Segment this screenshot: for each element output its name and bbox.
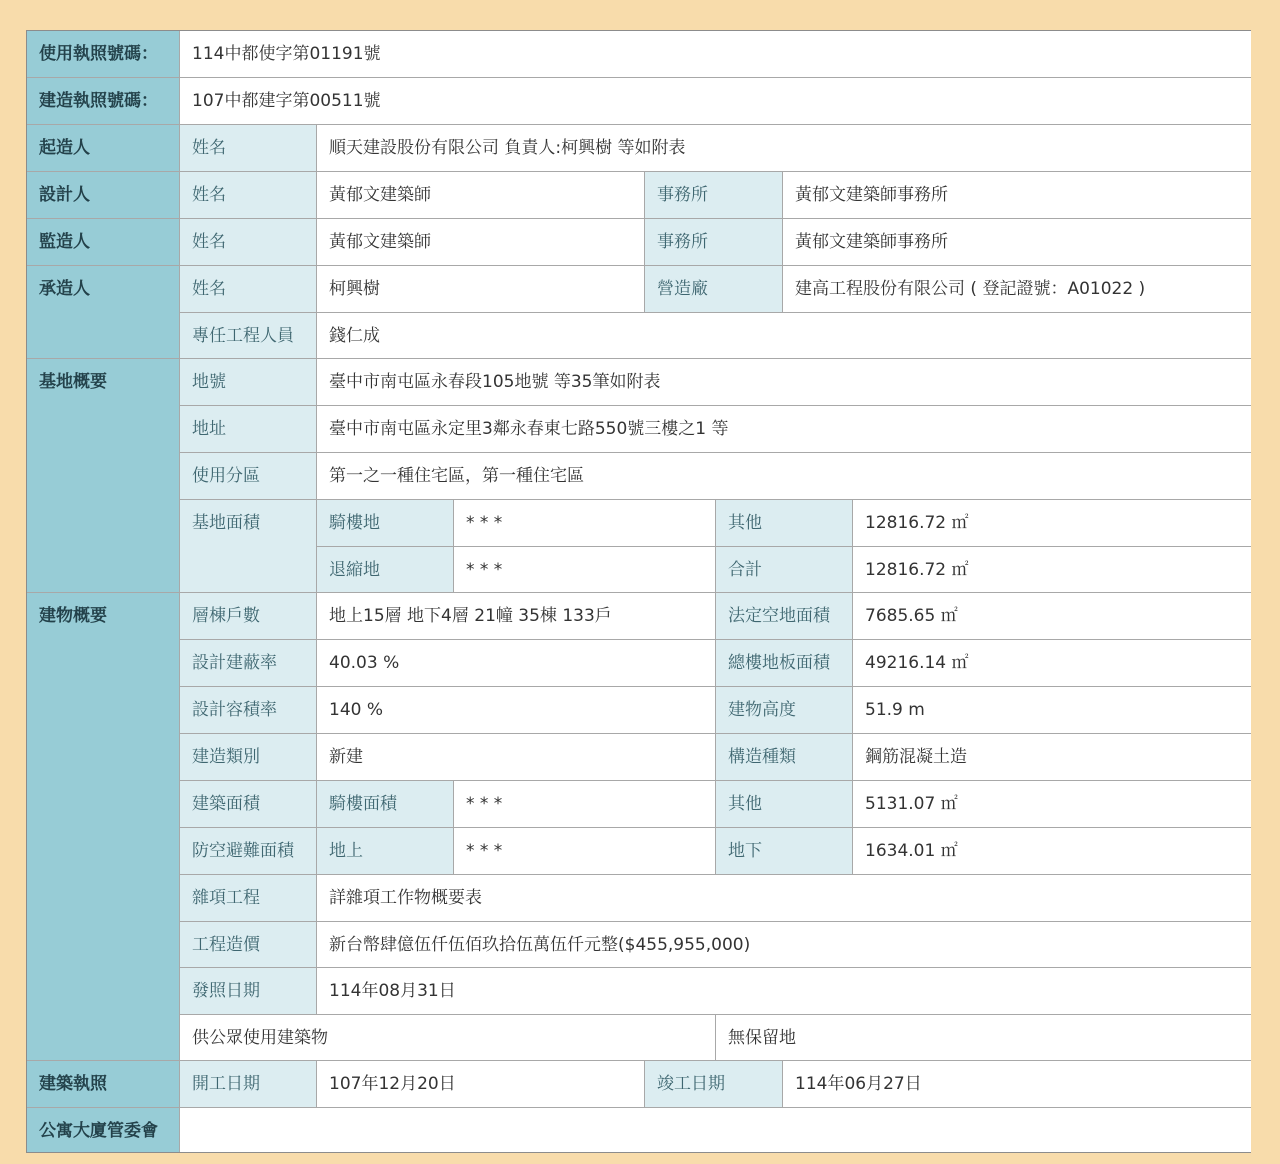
building-floor-area-label: 總樓地板面積	[716, 640, 853, 687]
building-arcade-area: * * *	[454, 781, 716, 828]
designer-office: 黃郁文建築師事務所	[783, 172, 1251, 219]
building-type: 新建	[317, 734, 716, 781]
site-zoning: 第一之一種住宅區，第一種住宅區	[317, 453, 1251, 500]
permit-finish-label: 竣工日期	[645, 1061, 783, 1108]
site-lot-label: 地號	[180, 359, 317, 406]
building-other-area: 5131.07 ㎡	[853, 781, 1251, 828]
supervisor-name: 黃郁文建築師	[317, 219, 645, 266]
building-misc-label: 雜項工程	[180, 875, 317, 922]
permit-start-label: 開工日期	[180, 1061, 317, 1108]
committee-value	[180, 1108, 1251, 1152]
site-setback-value: * * *	[454, 547, 716, 593]
site-setback-label: 退縮地	[317, 547, 454, 593]
contractor-header: 承造人	[27, 266, 180, 359]
building-floors: 地上15層 地下4層 21幢 35棟 133戶	[317, 593, 716, 640]
build-permit-label: 建造執照號碼：	[27, 78, 180, 125]
building-above: * * *	[454, 828, 716, 875]
reserved-land-note: 無保留地	[716, 1015, 1251, 1061]
building-issue-date: 114年08月31日	[317, 968, 1251, 1015]
site-total-label: 合計	[716, 547, 853, 593]
site-address: 臺中市南屯區永定里3鄰永春東七路550號三樓之1 等	[317, 406, 1251, 453]
building-misc: 詳雜項工作物概要表	[317, 875, 1251, 922]
building-far-label: 設計容積率	[180, 687, 317, 734]
building-height-label: 建物高度	[716, 687, 853, 734]
building-area-label: 建築面積	[180, 781, 317, 828]
contractor-name: 柯興樹	[317, 266, 645, 313]
building-type-label: 建造類別	[180, 734, 317, 781]
building-structure-label: 構造種類	[716, 734, 853, 781]
site-zoning-label: 使用分區	[180, 453, 317, 500]
building-coverage: 40.03 %	[317, 640, 716, 687]
building-coverage-label: 設計建蔽率	[180, 640, 317, 687]
contractor-name-label: 姓名	[180, 266, 317, 313]
contractor-firm: 建高工程股份有限公司 ( 登記證號：A01022 )	[783, 266, 1251, 313]
site-area-label: 基地面積	[180, 500, 317, 593]
build-permit-number: 107中都建字第00511號	[180, 78, 1251, 125]
contractor-firm-label: 營造廠	[645, 266, 783, 313]
site-lot: 臺中市南屯區永春段105地號 等35筆如附表	[317, 359, 1251, 406]
site-total-value: 12816.72 ㎡	[853, 547, 1251, 593]
building-below-label: 地下	[716, 828, 853, 875]
contractor-engineer: 錢仁成	[317, 313, 1251, 359]
designer-name-label: 姓名	[180, 172, 317, 219]
site-other-value: 12816.72 ㎡	[853, 500, 1251, 547]
building-shelter-label: 防空避難面積	[180, 828, 317, 875]
supervisor-office-label: 事務所	[645, 219, 783, 266]
building-height: 51.9 m	[853, 687, 1251, 734]
committee-header: 公寓大廈管委會	[27, 1108, 180, 1152]
building-issue-label: 發照日期	[180, 968, 317, 1015]
building-floor-area: 49216.14 ㎡	[853, 640, 1251, 687]
site-arcade-label: 騎樓地	[317, 500, 454, 547]
site-other-label: 其他	[716, 500, 853, 547]
site-arcade-value: * * *	[454, 500, 716, 547]
building-arcade-area-label: 騎樓面積	[317, 781, 454, 828]
permit-start-date: 107年12月20日	[317, 1061, 645, 1108]
designer-name: 黃郁文建築師	[317, 172, 645, 219]
site-header: 基地概要	[27, 359, 180, 593]
use-permit-number: 114中都使字第01191號	[180, 31, 1251, 78]
building-other-area-label: 其他	[716, 781, 853, 828]
building-cost-label: 工程造價	[180, 922, 317, 968]
supervisor-name-label: 姓名	[180, 219, 317, 266]
building-above-label: 地上	[317, 828, 454, 875]
supervisor-office: 黃郁文建築師事務所	[783, 219, 1251, 266]
site-address-label: 地址	[180, 406, 317, 453]
permit-header: 建築執照	[27, 1061, 180, 1108]
building-open-space: 7685.65 ㎡	[853, 593, 1251, 640]
designer-office-label: 事務所	[645, 172, 783, 219]
contractor-engineer-label: 專任工程人員	[180, 313, 317, 359]
owner-name-label: 姓名	[180, 125, 317, 172]
permit-finish-date: 114年06月27日	[783, 1061, 1251, 1108]
building-below: 1634.01 ㎡	[853, 828, 1251, 875]
building-far: 140 %	[317, 687, 716, 734]
public-use-note: 供公眾使用建築物	[180, 1015, 716, 1061]
building-open-space-label: 法定空地面積	[716, 593, 853, 640]
building-header: 建物概要	[27, 593, 180, 1061]
designer-header: 設計人	[27, 172, 180, 219]
owner-header: 起造人	[27, 125, 180, 172]
building-structure: 鋼筋混凝土造	[853, 734, 1251, 781]
use-permit-label: 使用執照號碼：	[27, 31, 180, 78]
building-cost: 新台幣肆億伍仟伍佰玖拾伍萬伍仟元整($455,955,000)	[317, 922, 1251, 968]
building-floors-label: 層棟戶數	[180, 593, 317, 640]
supervisor-header: 監造人	[27, 219, 180, 266]
owner-name: 順天建設股份有限公司 負責人:柯興樹 等如附表	[317, 125, 1251, 172]
permit-table	[26, 30, 1251, 1153]
